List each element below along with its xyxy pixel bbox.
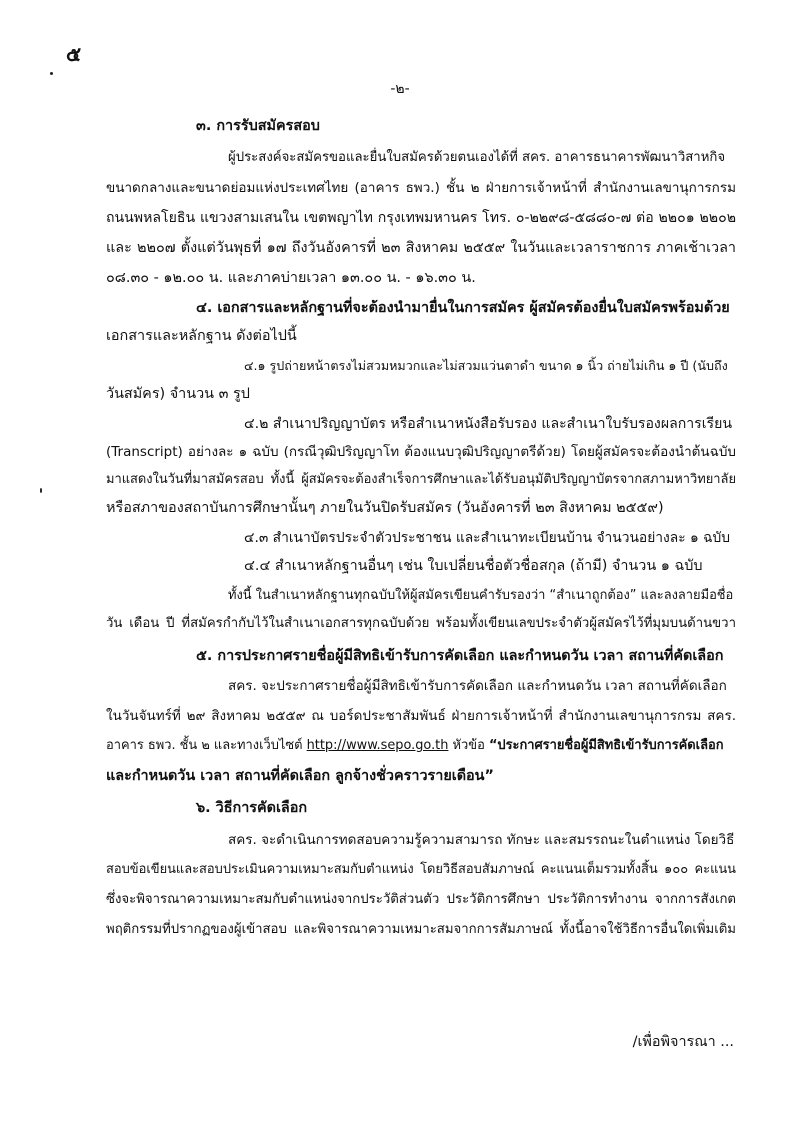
section-4-item: ๔.๓ สำเนาบัตรประจำตัวประชาชน และสำเนาทะเบียนบ้าน จำนวนอย่างละ ๑ ฉบับ xyxy=(244,530,731,546)
section-5-heading: ๕. การประกาศรายชื่อผู้มีสิทธิเข้ารับการคัดเลือก และกำหนดวัน เวลา สถานที่คัดเลือก xyxy=(196,648,724,664)
section-6-line: พฤติกรรมที่ปรากฏของผู้เข้าสอบ และพิจารณาความเหมาะสมจากการสัมภาษณ์ ทั้งนี้อาจใช้วิธีการอื่นใดเพิ่มเติม xyxy=(106,922,736,937)
scan-speck xyxy=(50,72,53,75)
section-6-line: ซึ่งจะพิจารณาความเหมาะสมกับตำแหน่งจากประวัติส่วนตัว ประวัติการศึกษา ประวัติการทำงาน จากการสังเกต xyxy=(106,892,736,907)
section-4-item: หรือสภาของสถาบันการศึกษานั้นๆ ภายในวันปิดรับสมัคร (วันอังคารที่ ๒๓ สิงหาคม ๒๕๕๙) xyxy=(106,500,664,516)
section-4-item: (Transcript) อย่างละ ๑ ฉบับ (กรณีวุฒิปริญญาโท ต้องแนบวุฒิปริญญาตรีด้วย) โดยผู้สมัครจะต้องนำต้นฉบับ xyxy=(106,444,736,460)
section-5-text: หัวข้อ xyxy=(452,738,485,753)
section-6-heading: ๖. วิธีการคัดเลือก xyxy=(196,800,308,816)
section-4-heading-cont: เอกสารและหลักฐาน ดังต่อไปนี้ xyxy=(106,328,297,344)
announcement-title: “ประกาศรายชื่อผู้มีสิทธิเข้ารับการคัดเลือก xyxy=(488,738,724,753)
section-5-line: ในวันจันทร์ที่ ๒๙ สิงหาคม ๒๕๕๙ ณ บอร์ดประชาสัมพันธ์ ฝ่ายการเจ้าหน้าที่ สำนักงานเลขานุการกรม สคร. xyxy=(106,708,736,724)
section-5-line xyxy=(106,736,724,756)
section-4-note: ทั้งนี้ ในสำเนาหลักฐานทุกฉบับให้ผู้สมัครเขียนคำรับรองว่า “สำเนาถูกต้อง” และลงลายมือชื่อ xyxy=(228,588,734,603)
corner-mark: ๕ xyxy=(66,42,82,66)
section-6-line: สอบข้อเขียนและสอบประเมินความเหมาะสมกับตำแหน่ง โดยวิธีสอบสัมภาษณ์ คะแนนเต็มรวมทั้งสิ้น ๑๐๐ คะแนน xyxy=(106,862,736,877)
section-3-line: และ ๒๒๐๗ ตั้งแต่วันพุธที่ ๑๗ ถึงวันอังคารที่ ๒๓ สิงหาคม ๒๕๕๙ ในวันและเวลาราชการ ภาคเช้าเวลา xyxy=(106,240,736,256)
section-4-item: วันสมัคร) จำนวน ๓ รูป xyxy=(106,386,250,402)
section-3-heading: ๓. การรับสมัครสอบ xyxy=(196,118,320,134)
scan-speck xyxy=(40,488,42,493)
section-3-line: ๐๘.๓๐ - ๑๒.๐๐ น. และภาคบ่ายเวลา ๑๓.๐๐ น. - ๑๖.๓๐ น. xyxy=(106,270,476,286)
continuation-note: /เพื่อพิจารณา ... xyxy=(632,1034,734,1050)
section-4-item: ๔.๔ สำเนาหลักฐานอื่นๆ เช่น ใบเปลี่ยนชื่อตัวชื่อสกุล (ถ้ามี) จำนวน ๑ ฉบับ xyxy=(244,558,703,574)
announcement-title-cont: และกำหนดวัน เวลา สถานที่คัดเลือก ลูกจ้างชั่วคราวรายเดือน” xyxy=(106,768,494,784)
section-4-item: มาแสดงในวันที่มาสมัครสอบ ทั้งนี้ ผู้สมัครจะต้องสำเร็จการศึกษาและได้รับอนุมัติปริญญาบัตรจากสภามหาวิทยาลัย xyxy=(106,472,736,487)
section-4-heading: ๔. เอกสารและหลักฐานที่จะต้องนำมายื่นในการสมัคร ผู้สมัครต้องยื่นใบสมัครพร้อมด้วย xyxy=(196,300,730,316)
section-4-note: วัน เดือน ปี ที่สมัครกำกับไว้ในสำเนาเอกสารทุกฉบับด้วย พร้อมทั้งเขียนเลขประจำตัวผู้สมัครไว้ที่มุมบนด้านขวา xyxy=(106,616,736,631)
section-4-item: ๔.๒ สำเนาปริญญาบัตร หรือสำเนาหนังสือรับรอง และสำเนาใบรับรองผลการเรียน xyxy=(244,416,733,432)
section-3-line: ผู้ประสงค์จะสมัครขอและยื่นใบสมัครด้วยตนเองได้ที่ สคร. อาคารธนาคารพัฒนาวิสาหกิจ xyxy=(228,150,726,165)
page-number: -๒- xyxy=(390,81,410,97)
section-5-line: สคร. จะประกาศรายชื่อผู้มีสิทธิเข้ารับการคัดเลือก และกำหนดวัน เวลา สถานที่คัดเลือก xyxy=(228,678,727,694)
website-link[interactable]: http://www.sepo.go.th xyxy=(306,738,449,753)
section-5-text: อาคาร ธพว. ชั้น ๒ และทางเว็บไซต์ xyxy=(106,738,303,753)
section-4-item: ๔.๑ รูปถ่ายหน้าตรงไม่สวมหมวกและไม่สวมแว่นตาดำ ขนาด ๑ นิ้ว ถ่ายไม่เกิน ๑ ปี (นับถึง xyxy=(244,358,728,373)
section-3-line: ถนนพหลโยธิน แขวงสามเสนใน เขตพญาไท กรุงเทพมหานคร โทร. ๐-๒๒๙๘-๕๘๘๐-๗ ต่อ ๒๒๐๑ ๒๒๐๒ xyxy=(106,210,736,226)
section-3-line: ขนาดกลางและขนาดย่อมแห่งประเทศไทย (อาคาร ธพว.) ชั้น ๒ ฝ่ายการเจ้าหน้าที่ สำนักงานเลขานุการกรม xyxy=(106,180,736,196)
section-6-line: สคร. จะดำเนินการทดสอบความรู้ความสามารถ ทักษะ และสมรรถนะในตำแหน่ง โดยวิธี xyxy=(228,832,735,848)
